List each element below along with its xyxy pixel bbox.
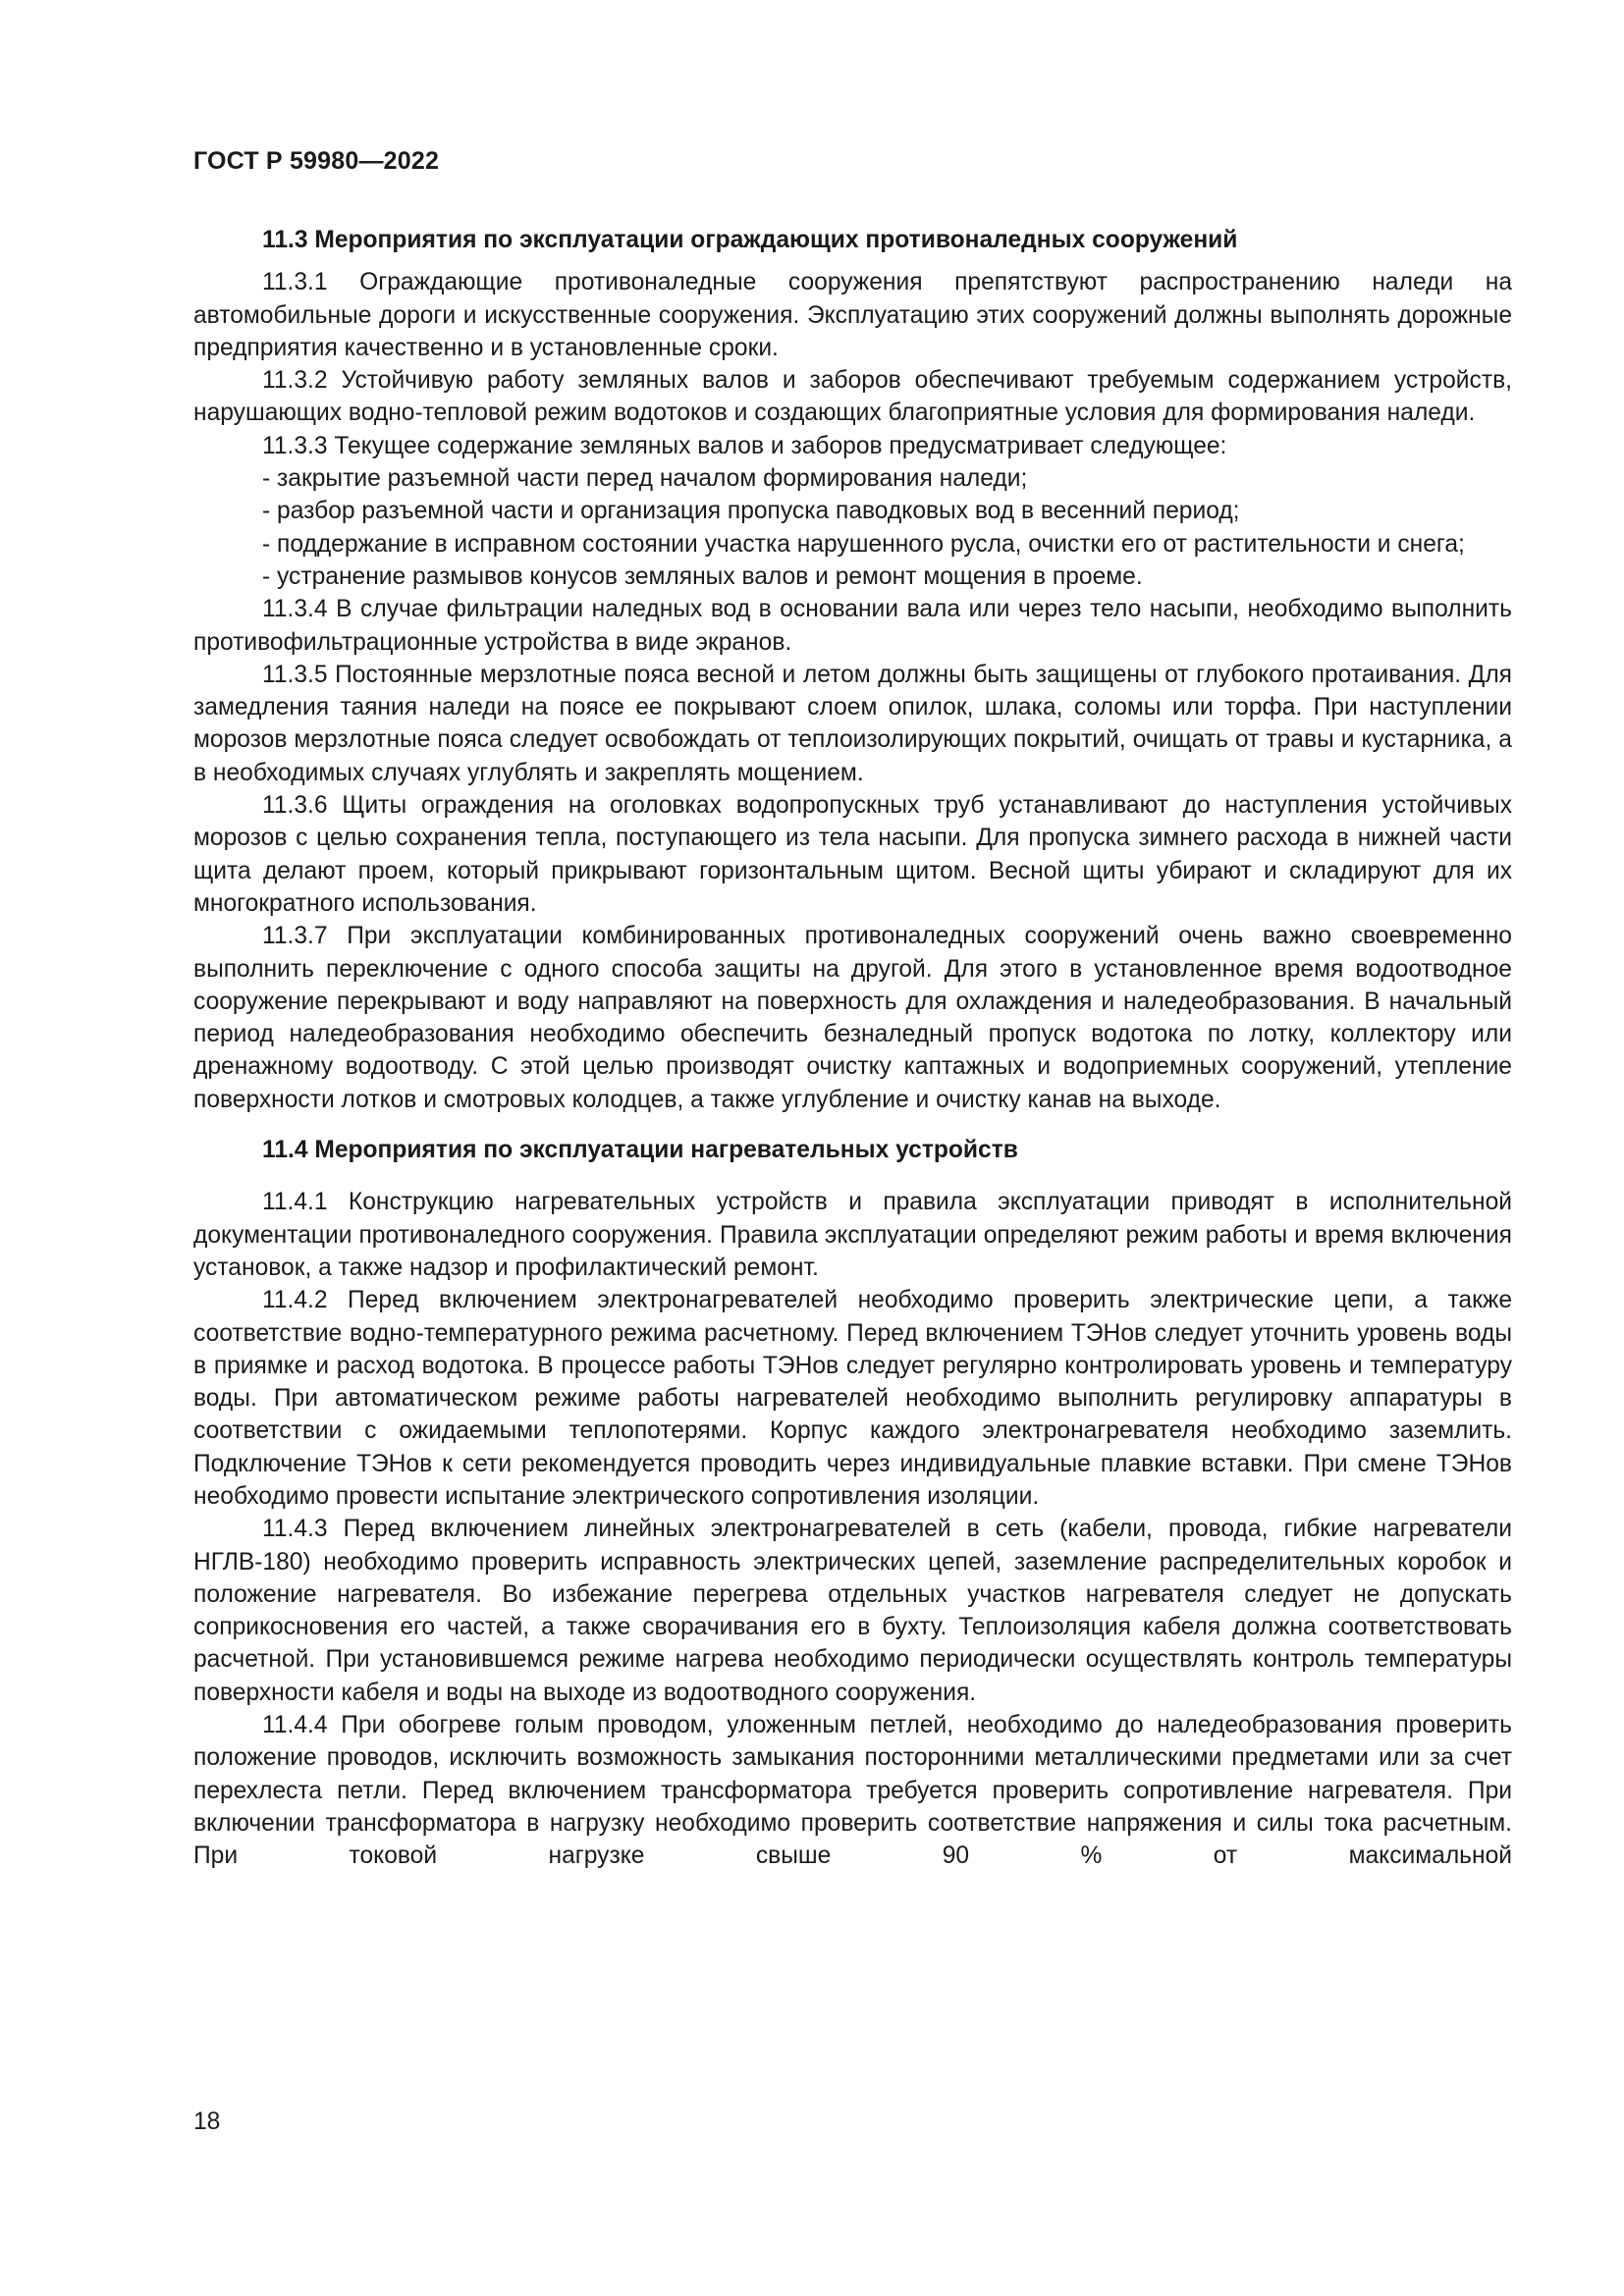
- paragraph-11-4-2: 11.4.2 Перед включением электронагревателей необходимо проверить электрические цепи, а также соответствие водно-температурного режима расчетному. Перед включением ТЭНов следует уточнить уровень воды в приямке и расход водотока. В процессе работы ТЭНов следует регулярно контролировать уровень и температуру воды. При автоматическом режиме работы нагревателей необходимо выполнить регулировку аппаратуры в соответствии с ожидаемыми теплопотерями. Корпус каждого электронагревателя необходимо заземлить. Подключение ТЭНов к сети рекомендуется проводить через индивидуальные плавкие вставки. При смене ТЭНов необходимо провести испытание электрического сопротивления изоляции.: [193, 1287, 1512, 1510]
- paragraph-11-3-2: 11.3.2 Устойчивую работу земляных валов и заборов обеспечивают требуемым содержанием устройств, нарушающих водно-тепловой режим водотоков и создающих благоприятные условия для формирования наледи.: [193, 367, 1512, 427]
- paragraph-11-3-1: 11.3.1 Ограждающие противоналедные сооружения препятствуют распространению наледи на автомобильные дороги и искусственные сооружения. Эксплуатацию этих сооружений должны выполнять дорожные предприятия качественно и в установленные сроки.: [193, 269, 1512, 361]
- paragraph-11-4-3: 11.4.3 Перед включением линейных электронагревателей в сеть (кабели, провода, гибкие нагреватели НГЛВ-180) необходимо проверить исправность электрических цепей, заземление распределительных коробок и положение нагревателя. Во избежание перегрева отдельных участков нагревателя следует не допускать соприкосновения его частей, а также сворачивания его в бухту. Теплоизоляция кабеля должна соответствовать расчетной. При установившемся режиме нагрева необходимо периодически осуществлять контроль температуры поверхности кабеля и воды на выходе из водоотводного сооружения.: [193, 1516, 1512, 1706]
- paragraph-11-4-4: 11.4.4 При обогреве голым проводом, уложенным петлей, необходимо до наледеобразования проверить положение проводов, исключить возможность замыкания посторонними металлическими предметами или за счет перехлеста петли. Перед включением трансформатора требуется проверить сопротивление нагревателя. При включении трансформатора в нагрузку необходимо проверить соответствие напряжения и силы тока расчетным. При токовой нагрузке свыше 90 % от максимальной: [193, 1712, 1512, 1870]
- page-number: 18: [193, 2109, 221, 2135]
- paragraph-11-3-4: 11.3.4 В случае фильтрации наледных вод в основании вала или через тело насыпи, необходимо выполнить противофильтрационные устройства в виде экранов.: [193, 596, 1512, 656]
- paragraph-11-4-1: 11.4.1 Конструкцию нагревательных устройств и правила эксплуатации приводят в исполнительной документации противоналедного сооружения. Правила эксплуатации определяют режим работы и время включения установок, а также надзор и профилактический ремонт.: [193, 1189, 1512, 1281]
- paragraph-11-3-5: 11.3.5 Постоянные мерзлотные пояса весной и летом должны быть защищены от глубокого протаивания. Для замедления таяния наледи на поясе ее покрывают слоем опилок, шлака, соломы или торфа. При наступлении морозов мерзлотные пояса следует освобождать от теплоизолирующих покрытий, очищать от травы и кустарника, а в необходимых случаях углублять и закреплять мощением.: [193, 661, 1512, 786]
- paragraph-11-3-6: 11.3.6 Щиты ограждения на оголовках водопропускных труб устанавливают до наступления устойчивых морозов с целью сохранения тепла, поступающего из тела насыпи. Для пропуска зимнего расхода в нижней части щита делают проем, который прикрывают горизонтальным щитом. Весной щиты убирают и складируют для их многократного использования.: [193, 792, 1512, 917]
- list-item-11-3-3-d: - устранение размывов конусов земляных валов и ремонт мощения в проеме.: [262, 562, 1143, 590]
- paragraph-11-3-7: 11.3.7 При эксплуатации комбинированных противоналедных сооружений очень важно своевременно выполнить переключение с одного способа защиты на другой. Для этого в установленное время водоотводное сооружение перекрывают и воду направляют на поверхность для охлаждения и наледеобразования. В начальный период наледеобразования необходимо обеспечить безналедный пропуск водотока по лотку, коллектору или дренажному водоотводу. С этой целью производят очистку каптажных и водоприемных сооружений, утепление поверхности лотков и смотровых колодцев, а также углубление и очистку канав на выходе.: [193, 923, 1512, 1113]
- section-heading-11-3: 11.3 Мероприятия по эксплуатации ограждающих противоналедных сооружений: [262, 227, 1238, 253]
- document-body: [193, 224, 1512, 1873]
- document-code-header: ГОСТ Р 59980—2022: [193, 147, 440, 175]
- paragraph-11-3-3: 11.3.3 Текущее содержание земляных валов и заборов предусматривает следующее:: [262, 432, 1227, 459]
- list-item-11-3-3-c: - поддержание в исправном состоянии участка нарушенного русла, очистки его от растительности и снега;: [262, 530, 1465, 558]
- list-item-11-3-3-b: - разбор разъемной части и организация пропуска паводковых вод в весенний период;: [262, 498, 1240, 525]
- section-heading-11-4: 11.4 Мероприятия по эксплуатации нагревательных устройств: [262, 1137, 1018, 1164]
- list-item-11-3-3-a: - закрытие разъемной части перед началом формирования наледи;: [262, 465, 1028, 493]
